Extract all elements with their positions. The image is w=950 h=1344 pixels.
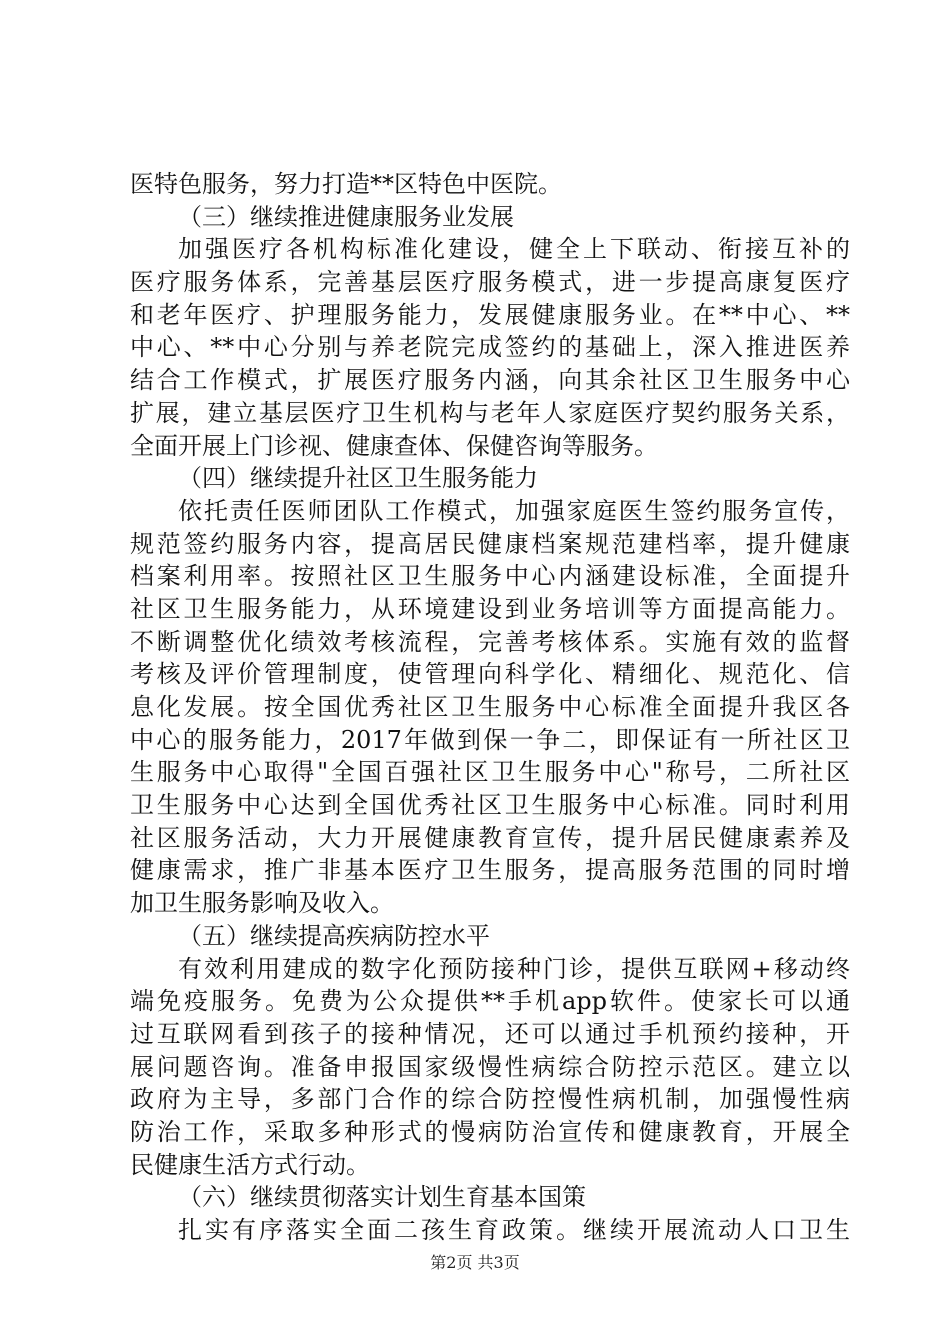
- body-line: 健康需求，推广非基本医疗卫生服务，提高服务范围的同时增: [130, 856, 850, 885]
- body-line: 有效利用建成的数字化预防接种门诊，提供互联网+移动终: [178, 954, 850, 983]
- body-line: 生服务中心取得"全国百强社区卫生服务中心"称号，二所社区: [130, 758, 850, 787]
- body-line: 过互联网看到孩子的接种情况，还可以通过手机预约接种，开: [130, 1019, 850, 1048]
- body-line: 和老年医疗、护理服务能力，发展健康服务业。在**中心、**: [130, 300, 850, 329]
- document-body: [130, 168, 850, 1247]
- body-line: 不断调整优化绩效考核流程，完善考核体系。实施有效的监督: [130, 627, 850, 656]
- body-line: 扩展，建立基层医疗卫生机构与老年人家庭医疗契约服务关系，: [130, 398, 850, 427]
- section-heading-6: （六）继续贯彻落实计划生育基本国策: [178, 1183, 586, 1212]
- body-line: 社区卫生服务能力，从环境建设到业务培训等方面提高能力。: [130, 594, 850, 623]
- body-line: 社区服务活动，大力开展健康教育宣传，提升居民健康素养及: [130, 823, 850, 852]
- section-heading-5: （五）继续提高疾病防控水平: [178, 921, 490, 950]
- body-line: 规范签约服务内容，提高居民健康档案规范建档率，提升健康: [130, 529, 850, 558]
- body-line: 息化发展。按全国优秀社区卫生服务中心标准全面提升我区各: [130, 693, 850, 721]
- body-line: 民健康生活方式行动。: [130, 1150, 370, 1179]
- body-line: 医疗服务体系，完善基层医疗服务模式，进一步提高康复医疗: [130, 268, 850, 297]
- body-line: 防治工作，采取多种形式的慢病防治宣传和健康教育，开展全: [130, 1117, 850, 1146]
- body-line: 医特色服务，努力打造**区特色中医院。: [130, 170, 562, 198]
- body-line: 加强医疗各机构标准化建设，健全上下联动、衔接互补的: [178, 235, 850, 264]
- body-line: 全面开展上门诊视、健康查体、保健咨询等服务。: [130, 431, 658, 460]
- section-heading-3: （三）继续推进健康服务业发展: [178, 202, 514, 231]
- body-line: 档案利用率。按照社区卫生服务中心内涵建设标准，全面提升: [130, 562, 850, 591]
- body-line: 展问题咨询。准备申报国家级慢性病综合防控示范区。建立以: [130, 1052, 850, 1081]
- body-line: 加卫生服务影响及收入。: [130, 889, 394, 918]
- body-line: 结合工作模式，扩展医疗服务内涵，向其余社区卫生服务中心: [130, 366, 850, 395]
- body-line: 中心、**中心分别与养老院完成签约的基础上，深入推进医养: [130, 333, 850, 362]
- section-heading-4: （四）继续提升社区卫生服务能力: [178, 464, 538, 493]
- body-line: 扎实有序落实全面二孩生育政策。继续开展流动人口卫生: [178, 1216, 850, 1244]
- body-line: 中心的服务能力，2017年做到保一争二，即保证有一所社区卫: [130, 725, 850, 754]
- body-line: 考核及评价管理制度，使管理向科学化、精细化、规范化、信: [130, 660, 850, 689]
- body-line: 卫生服务中心达到全国优秀社区卫生服务中心标准。同时利用: [130, 791, 850, 820]
- body-line: 依托责任医师团队工作模式，加强家庭医生签约服务宣传，: [178, 496, 850, 525]
- page-footer: 第2页 共3页: [430, 1253, 520, 1272]
- body-line: 端免疫服务。免费为公众提供**手机app软件。使家长可以通: [130, 987, 850, 1016]
- body-line: 政府为主导，多部门合作的综合防控慢性病机制，加强慢性病: [130, 1085, 850, 1114]
